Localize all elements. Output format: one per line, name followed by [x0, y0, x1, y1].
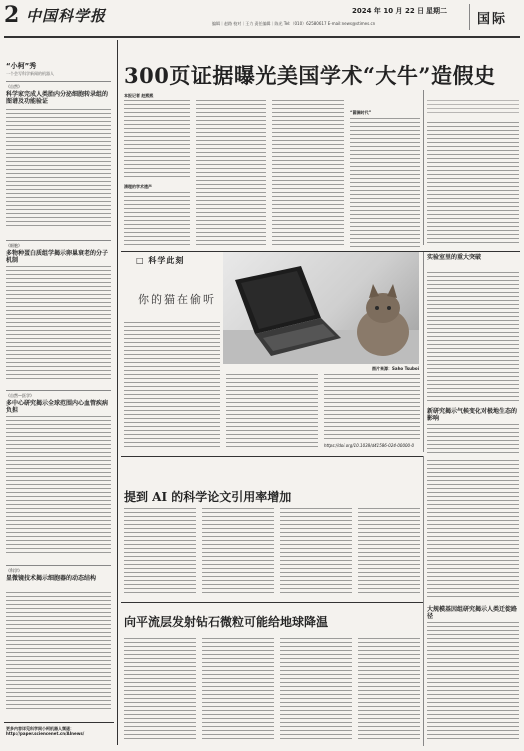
left-story-headline: 多中心研究揭示全球范围内心血管疾病负担 — [6, 400, 109, 414]
feature-column-label: 科学此刻 — [148, 256, 185, 265]
left-story-headline: 科学家完成人类胎内分泌细胞转录组的图谱及功能验证 — [6, 91, 109, 105]
feature-tagline: 你的猫在偷听 — [138, 293, 216, 306]
page-number: 2 — [4, 2, 20, 28]
third-headline: 向平流层发射钻石微粒可能给地球降温 — [124, 615, 329, 629]
issue-date: 2024 年 10 月 22 日 — [352, 7, 425, 15]
left-column-subtitle: 一个会写科学新闻的机器人 — [6, 71, 54, 76]
feature-photo — [223, 252, 419, 364]
right-headline: 大规模基因组研究揭示人类迁徙路径 — [427, 606, 518, 620]
left-story-headline: 显微镜技术揭示细胞器的动态结构 — [6, 575, 97, 582]
lead-subhead: 清理的学术遗产 — [124, 184, 152, 189]
feature-column-tag: □ — [136, 256, 145, 265]
feature-link[interactable]: https://doi.org/10.1038/d41586-024-00000-0 — [324, 443, 415, 448]
cat-laptop-illustration — [223, 252, 419, 364]
feature-column-name — [136, 255, 184, 266]
second-headline: 提到 AI 的科学论文引用率增加 — [124, 490, 292, 504]
lead-subhead: “圆满时代” — [350, 110, 372, 115]
section-name: 国际 — [477, 12, 508, 27]
masthead-rule — [4, 36, 520, 38]
left-story-kicker: 《自然—医学》 — [6, 393, 34, 398]
lead-headline: 300页证据曝光美国学术“大牛”造假史 — [124, 63, 496, 88]
feature-photo-caption: 图片来源：Saho Tsuboi — [372, 366, 419, 371]
left-story-kicker: 《细胞》 — [6, 243, 22, 248]
left-story-kicker: 《自然》 — [6, 84, 22, 89]
right-headline: 新研究揭示气候变化对极地生态的影响 — [427, 408, 518, 422]
right-headline: 实验室里的重大突破 — [427, 254, 482, 261]
paper-name: 中国科学报 — [26, 7, 107, 25]
left-column-footer: 更多内容详见科学网小柯机器人频道：http://paper.sciencenet.cn/AInews/ — [6, 726, 85, 736]
editors-line: 编辑｜赵路 校对｜王力 责任编辑｜陈光 Tel:（010）62580617 E-mail:news@stimes.cn — [212, 21, 376, 26]
left-column-title: “小柯”秀 — [6, 62, 37, 70]
left-story-headline: 多物种蛋白质组学揭示卵巢衰老的分子机制 — [6, 250, 109, 264]
issue-weekday: 星期二 — [426, 7, 447, 15]
lead-byline: 本报记者 赵熙熙 — [124, 93, 154, 98]
left-story-kicker: 《科学》 — [6, 568, 22, 573]
